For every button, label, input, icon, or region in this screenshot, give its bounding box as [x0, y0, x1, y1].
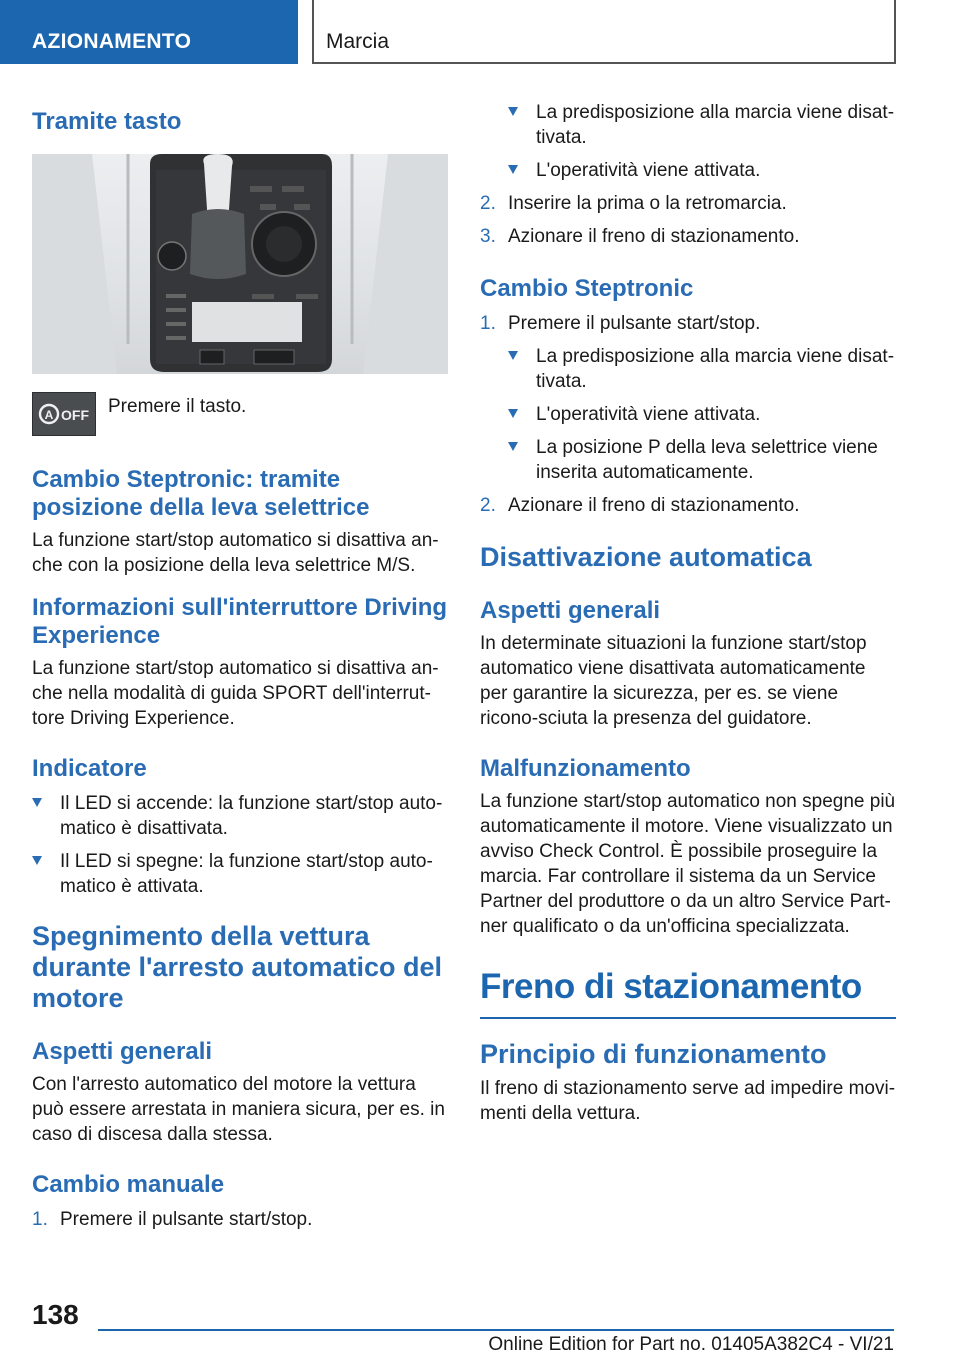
step-number: 1. — [32, 1209, 48, 1230]
triangle-bullet-icon — [508, 107, 518, 116]
triangle-bullet-icon — [32, 798, 42, 807]
list-item: 1. Premere il pulsante start/stop. La predisposizione alla marcia viene disat-tivata. L'operatività viene attivata. La posizione P della leva selettrice viene inserita automaticamente. — [480, 313, 895, 483]
list-item: La posizione P della leva selettrice viene inserita automaticamente. — [508, 435, 896, 485]
heading-cambio-manuale: Cambio manuale — [32, 1171, 225, 1198]
center-console-photo — [32, 154, 448, 374]
heading-disattivazione-automatica: Disattivazione automatica — [480, 542, 812, 572]
list-item: La predisposizione alla marcia viene disat-tivata. — [508, 344, 896, 394]
list-item: 3. Azionare il freno di stazionamento. — [480, 226, 800, 247]
heading-driving-experience: Informazioni sull'interruttore Driving Experience — [32, 594, 448, 649]
steptronic-steps — [480, 311, 896, 518]
right-column — [480, 96, 896, 1126]
heading-principio-funzionamento: Principio di funzionamento — [480, 1039, 827, 1069]
step-number: 2. — [480, 193, 496, 214]
heading-aspetti-generali-2: Aspetti generali — [480, 597, 661, 624]
footer-divider — [98, 1329, 894, 1331]
triangle-bullet-icon — [508, 165, 518, 174]
triangle-bullet-icon — [508, 351, 518, 360]
paragraph-principio-funzionamento: Il freno di stazionamento serve ad impedire movi-menti della vettura. — [480, 1078, 896, 1124]
heading-indicatore: Indicatore — [32, 755, 147, 782]
chapter-tab: AZIONAMENTO — [0, 0, 298, 64]
heading-aspetti-generali: Aspetti generali — [32, 1038, 213, 1065]
left-column — [32, 96, 448, 1232]
heading-freno-di-stazionamento: Freno di stazionamento — [480, 967, 896, 1019]
steptronic-substeps — [508, 344, 896, 485]
heading-steptronic-posizione: Cambio Steptronic: tramite posizione della leva selettrice — [32, 466, 370, 521]
list-item: 1. Premere il pulsante start/stop. — [32, 1209, 313, 1230]
triangle-bullet-icon — [32, 856, 42, 865]
paragraph-driving-experience: La funzione start/stop automatico si disattiva an-che nella modalità di guida SPORT dell'interrut-tore Driving Experience. — [32, 658, 439, 729]
paragraph-malfunzionamento: La funzione start/stop automatico non spegne più automaticamente il motore. Viene visualizzato un avviso Check Control. È possibile proseguire la marcia. Far controllare il sistema da un Service Partner del produttore o da un altro Service Part-ner qualificato o da un'officina specializzata. — [480, 791, 896, 937]
triangle-bullet-icon — [508, 409, 518, 418]
svg-text:A: A — [44, 408, 54, 422]
continued-substeps — [480, 100, 896, 183]
heading-cambio-steptronic: Cambio Steptronic — [480, 275, 694, 302]
icon-row — [32, 392, 448, 436]
continued-steps — [480, 191, 896, 249]
list-item: 2. Azionare il freno di stazionamento. — [480, 495, 800, 516]
heading-spegnimento: Spegnimento della vettura durante l'arresto automatico del motore — [32, 921, 443, 1013]
step-number: 3. — [480, 226, 496, 247]
indicatore-list — [32, 791, 448, 899]
paragraph-steptronic-posizione: La funzione start/stop automatico si disattiva an-che con la posizione della leva selettrice M/S. — [32, 530, 439, 576]
page-number: 138 — [32, 1299, 79, 1330]
center-console-illustration — [32, 154, 448, 374]
paragraph-aspetti-generali: Con l'arresto automatico del motore la vettura può essere arrestata in maniera sicura, per es. in caso di discesa dalla stessa. — [32, 1074, 445, 1145]
list-item: La predisposizione alla marcia viene disat-tivata. — [508, 100, 896, 150]
icon-instruction: Premere il tasto. — [108, 396, 247, 417]
icon-off-label: OFF — [61, 407, 89, 423]
heading-malfunzionamento: Malfunzionamento — [480, 755, 691, 782]
list-item: Il LED si accende: la funzione start/stop auto-matico è disattivata. — [32, 791, 448, 841]
step-number: 1. — [480, 313, 496, 334]
list-item: 2. Inserire la prima o la retromarcia. — [480, 193, 787, 214]
footer-edition: Online Edition for Part no. 01405A382C4 - VI/21 — [488, 1334, 894, 1355]
manuale-steps — [32, 1207, 448, 1232]
step-number: 2. — [480, 495, 496, 516]
list-item: L'operatività viene attivata. — [508, 402, 896, 427]
auto-start-stop-off-icon — [32, 392, 96, 436]
triangle-bullet-icon — [508, 442, 518, 451]
list-item: Il LED si spegne: la funzione start/stop auto-matico è attivata. — [32, 849, 448, 899]
heading-tramite-tasto: Tramite tasto — [32, 108, 182, 135]
paragraph-aspetti-generali-2: In determinate situazioni la funzione start/stop automatico viene disattivata automaticamente per garantire la sicurezza, per es. se viene ricono-sciuta la presenza del guidatore. — [480, 633, 867, 729]
section-title: Marcia — [312, 0, 896, 64]
list-item: L'operatività viene attivata. — [508, 158, 896, 183]
